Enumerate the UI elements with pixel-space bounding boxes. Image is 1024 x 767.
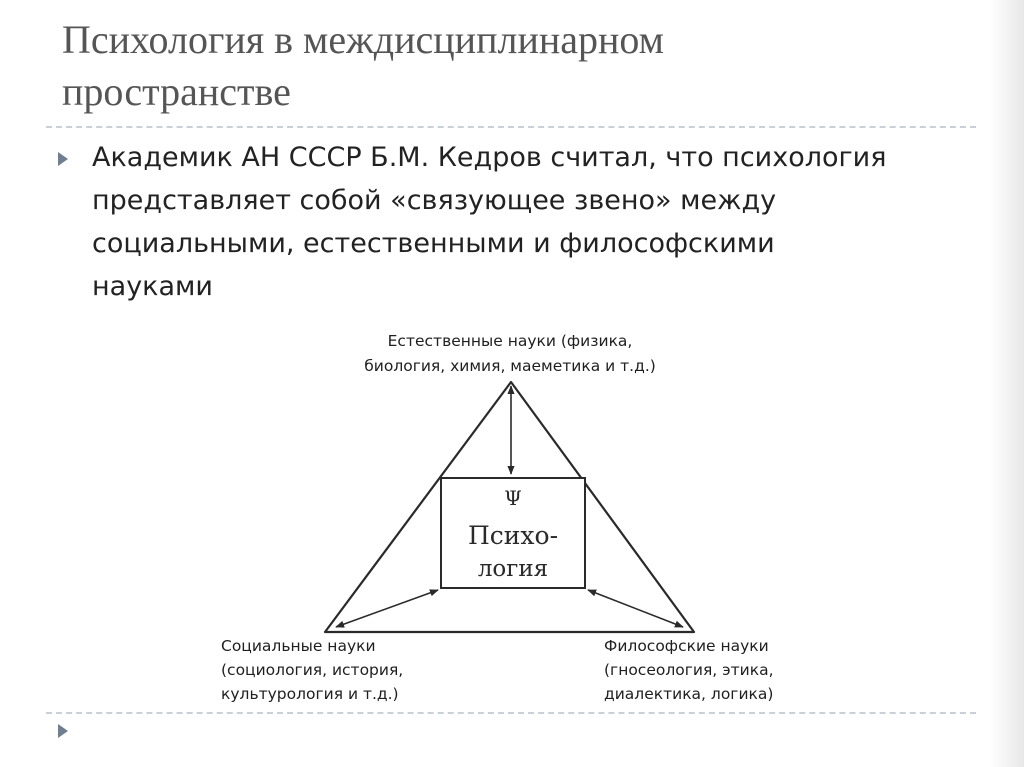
- title-line-2: пространстве: [62, 69, 291, 114]
- psychology-label-line-1: Психо-: [467, 521, 559, 550]
- natural-sciences-line-1: Естественные науки (физика,: [387, 332, 633, 350]
- bullet-line-4: науками: [92, 271, 213, 302]
- social-sciences-line-2: (социология, история,: [221, 661, 404, 679]
- social-sciences-line-1: Социальные науки: [221, 637, 376, 655]
- philosophy-sciences-line-2: (гносеология, этика,: [604, 661, 774, 679]
- footer-divider: [46, 712, 976, 714]
- empty-bullet-arrow-icon: [58, 724, 68, 738]
- social-sciences-line-3: культурология и т.д.): [221, 685, 399, 703]
- natural-sciences-line-2: биология, химия, маеметика и т.д.): [364, 357, 656, 375]
- psi-symbol: Ψ: [504, 486, 522, 510]
- arrow-philosophy-to-psychology: [588, 590, 683, 627]
- psychology-label-line-2: логия: [477, 556, 549, 582]
- philosophy-sciences-line-1: Философские науки: [604, 637, 769, 655]
- bullet-line-2: представляет собой «связующее звено» между: [92, 185, 777, 216]
- philosophy-sciences-line-3: диалектика, логика): [604, 685, 774, 703]
- bullet-line-3: социальными, естественными и философскими: [92, 228, 775, 259]
- bullet-line-1: Академик АН СССР Б.М. Кедров считал, что психология: [92, 142, 887, 173]
- title-line-1: Психология в междисциплинарном: [62, 17, 664, 62]
